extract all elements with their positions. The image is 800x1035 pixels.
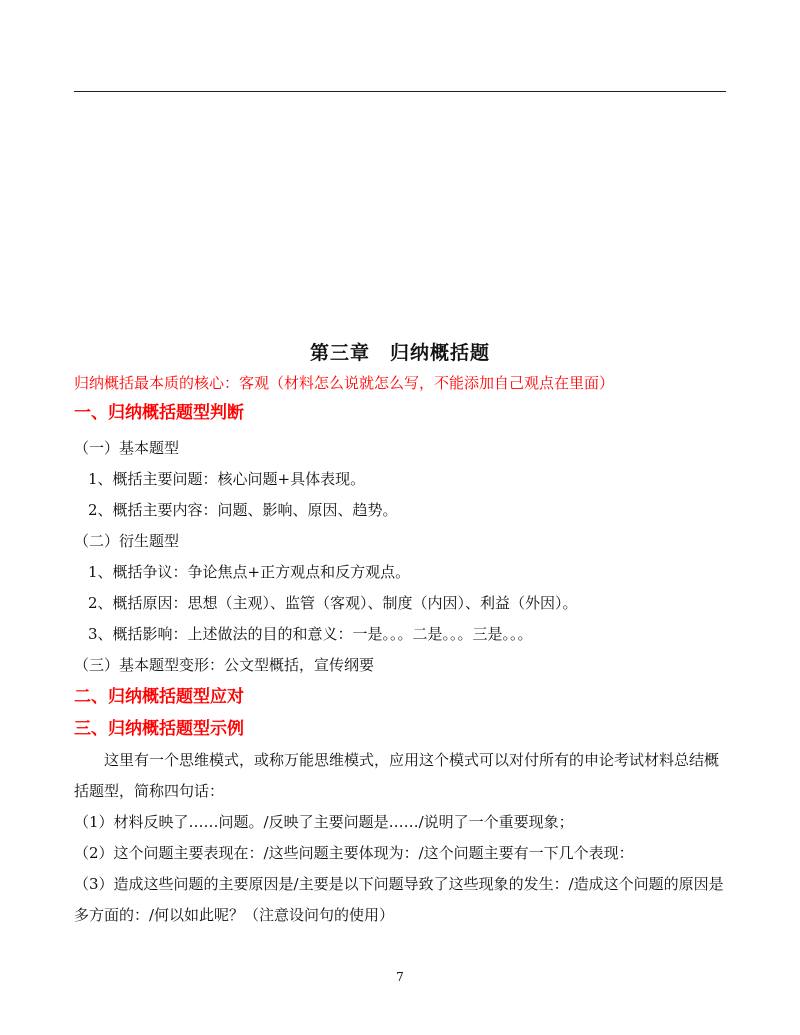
section-heading-2: 二、归纳概括题型应对 [74,687,244,707]
list-item: 1、概括主要问题：核心问题+具体表现。 [88,470,366,488]
section-heading-3: 三、归纳概括题型示例 [74,719,244,739]
page-content [74,336,726,931]
subsection-title-variant: （三）基本题型变形：公文型概括，宣传纲要 [74,656,375,674]
chapter-name: 归纳概括题 [390,342,491,364]
list-item: 3、概括影响：上述做法的目的和意义：一是。。。二是。。。三是。。。 [88,625,533,643]
list-item: （2）这个问题主要表现在：/这些问题主要体现为：/这个问题主要有一下几个表现： [74,844,634,862]
intro-paragraph: 这里有一个思维模式，或称万能思维模式，应用这个模式可以对付所有的申论考试材料总结概括题型，简称四句话： [74,751,720,800]
list-item: 2、概括原因：思想（主观）、监管（客观）、制度（内因）、利益（外因）。 [88,594,578,612]
subsection-title-derived: （二）衍生题型 [74,532,180,550]
page-number: 7 [396,970,404,984]
core-note: 归纳概括最本质的核心：客观（材料怎么说就怎么写，不能添加自己观点在里面） [74,374,615,392]
list-item: （3）造成这些问题的主要原因是/主要是以下问题导致了这些现象的发生：/造成这个问题的原因是多方面的：/何以如此呢？（注意设问句的使用） [74,875,724,924]
list-item: 1、概括争议：争论焦点+正方观点和反方观点。 [88,563,411,581]
header-rule [74,91,726,92]
chapter-title [74,336,726,370]
section-heading-1: 一、归纳概括题型判断 [74,403,244,423]
subsection-title-basic: （一）基本题型 [74,439,180,457]
list-item: （1）材料反映了……问题。/反映了主要问题是……/说明了一个重要现象； [74,813,574,831]
list-item: 2、概括主要内容：问题、影响、原因、趋势。 [88,501,398,519]
chapter-prefix: 第三章 [309,342,370,364]
